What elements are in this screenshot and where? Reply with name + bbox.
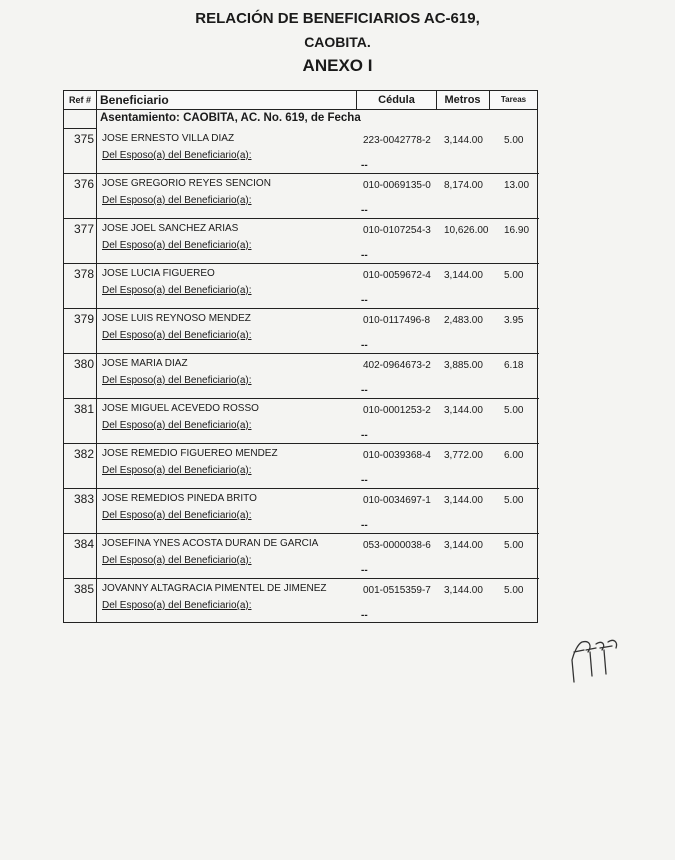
cedula-cell: 010-0059672-4 (363, 270, 431, 281)
spouse-label: Del Esposo(a) del Beneficiario(a): (102, 330, 252, 341)
tareas-cell: 13.00 (504, 180, 530, 191)
tareas-cell: 5.00 (504, 585, 524, 596)
ref-cell: 380 (73, 357, 94, 371)
spouse-value: -- (361, 340, 368, 351)
metros-cell: 3,144.00 (444, 495, 483, 506)
cedula-cell: 402-0964673-2 (363, 360, 431, 371)
beneficiary-name: JOSE LUCIA FIGUEREO (102, 268, 215, 279)
table-row (64, 533, 539, 578)
annex-title: ANEXO I (302, 56, 373, 75)
beneficiaries-table (63, 90, 538, 623)
beneficiary-name: JOSE GREGORIO REYES SENCION (102, 178, 271, 189)
spouse-value: -- (361, 295, 368, 306)
table-row (64, 398, 539, 443)
ref-cell: 379 (73, 312, 94, 326)
tareas-cell: 16.90 (504, 225, 530, 236)
tareas-cell: 6.00 (504, 450, 524, 461)
spouse-value: -- (361, 430, 368, 441)
spouse-value: -- (361, 520, 368, 531)
cedula-cell: 010-0001253-2 (363, 405, 431, 416)
ref-cell: 385 (73, 582, 94, 596)
row-divider (64, 263, 96, 264)
table-row (64, 488, 539, 533)
metros-cell: 3,144.00 (444, 135, 483, 146)
row-divider (64, 533, 96, 534)
metros-cell: 10,626.00 (444, 225, 489, 236)
document-subtitle: CAOBITA. (304, 34, 371, 50)
beneficiary-name: JOSE REMEDIOS PINEDA BRITO (102, 493, 257, 504)
spouse-value: -- (361, 610, 368, 621)
cedula-cell: 010-0107254-3 (363, 225, 431, 236)
beneficiary-name: JOSE ERNESTO VILLA DIAZ (102, 133, 235, 144)
row-divider (64, 398, 96, 399)
ref-cell: 378 (73, 267, 94, 281)
header-cedula: Cédula (357, 91, 437, 109)
spouse-label: Del Esposo(a) del Beneficiario(a): (102, 465, 252, 476)
spouse-value: -- (361, 250, 368, 261)
ref-cell: 383 (73, 492, 94, 506)
header-metros: Metros (436, 91, 490, 109)
spouse-value: -- (361, 205, 368, 216)
spouse-value: -- (361, 160, 368, 171)
spouse-value: -- (361, 565, 368, 576)
spouse-value: -- (361, 475, 368, 486)
beneficiary-name: JOSE JOEL SANCHEZ ARIAS (102, 223, 239, 234)
ref-cell: 375 (73, 132, 94, 146)
row-divider (64, 218, 96, 219)
table-row (64, 443, 539, 488)
beneficiary-name: JOSE MARIA DIAZ (102, 358, 188, 369)
cedula-cell: 010-0117496-8 (363, 315, 431, 326)
ref-cell: 382 (73, 447, 94, 461)
tareas-cell: 5.00 (504, 270, 524, 281)
table-row (64, 218, 539, 263)
table-row (64, 353, 539, 398)
ref-cell: 381 (73, 402, 94, 416)
spouse-label: Del Esposo(a) del Beneficiario(a): (102, 555, 252, 566)
beneficiary-name: JOSE LUIS REYNOSO MENDEZ (102, 313, 251, 324)
tareas-cell: 5.00 (504, 135, 524, 146)
tareas-cell: 5.00 (504, 405, 524, 416)
document-title: RELACIÓN DE BENEFICIARIOS AC-619, (195, 10, 480, 27)
table-row (64, 128, 539, 173)
spouse-label: Del Esposo(a) del Beneficiario(a): (102, 195, 252, 206)
tareas-cell: 5.00 (504, 540, 524, 551)
spouse-value: -- (361, 385, 368, 396)
ref-cell: 384 (73, 537, 94, 551)
row-divider (64, 173, 96, 174)
cedula-cell: 223-0042778-2 (363, 135, 431, 146)
spouse-label: Del Esposo(a) del Beneficiario(a): (102, 510, 252, 521)
header-ref: Ref # (64, 91, 97, 109)
header-tareas: Tareas (500, 95, 527, 104)
row-divider (64, 443, 96, 444)
ref-cell: 377 (73, 222, 94, 236)
metros-cell: 3,144.00 (444, 540, 483, 551)
spouse-label: Del Esposo(a) del Beneficiario(a): (102, 240, 252, 251)
row-divider (64, 488, 96, 489)
metros-cell: 3,144.00 (444, 270, 483, 281)
metros-cell: 3,144.00 (444, 585, 483, 596)
ref-cell: 376 (73, 177, 94, 191)
metros-cell: 8,174.00 (444, 180, 483, 191)
cedula-cell: 053-0000038-6 (363, 540, 431, 551)
spouse-label: Del Esposo(a) del Beneficiario(a): (102, 150, 252, 161)
table-row (64, 578, 539, 623)
spouse-label: Del Esposo(a) del Beneficiario(a): (102, 600, 252, 611)
spouse-label: Del Esposo(a) del Beneficiario(a): (102, 420, 252, 431)
tareas-cell: 5.00 (504, 495, 524, 506)
asentamiento-label: Asentamiento: CAOBITA, AC. No. 619, de Fecha (100, 112, 361, 124)
metros-cell: 3,772.00 (444, 450, 483, 461)
beneficiary-name: JOSEFINA YNES ACOSTA DURAN DE GARCIA (102, 538, 319, 549)
row-divider (64, 308, 96, 309)
table-header (63, 90, 538, 110)
row-divider (64, 578, 96, 579)
table-row (64, 308, 539, 353)
table-row (64, 173, 539, 218)
tareas-cell: 3.95 (504, 315, 524, 326)
cedula-cell: 010-0034697-1 (363, 495, 431, 506)
beneficiary-name: JOVANNY ALTAGRACIA PIMENTEL DE JIMENEZ (102, 583, 327, 594)
spouse-label: Del Esposo(a) del Beneficiario(a): (102, 285, 252, 296)
beneficiary-name: JOSE MIGUEL ACEVEDO ROSSO (102, 403, 259, 414)
metros-cell: 3,144.00 (444, 405, 483, 416)
tareas-cell: 6.18 (504, 360, 524, 371)
handwritten-initials (568, 630, 628, 686)
cedula-cell: 010-0039368-4 (363, 450, 431, 461)
beneficiary-name: JOSE REMEDIO FIGUEREO MENDEZ (102, 448, 278, 459)
row-divider (64, 353, 96, 354)
metros-cell: 2,483.00 (444, 315, 483, 326)
table-body (63, 110, 538, 623)
row-divider (64, 128, 96, 129)
table-row (64, 263, 539, 308)
metros-cell: 3,885.00 (444, 360, 483, 371)
header-beneficiario: Beneficiario (97, 91, 357, 109)
cedula-cell: 010-0069135-0 (363, 180, 431, 191)
spouse-label: Del Esposo(a) del Beneficiario(a): (102, 375, 252, 386)
cedula-cell: 001-0515359-7 (363, 585, 431, 596)
